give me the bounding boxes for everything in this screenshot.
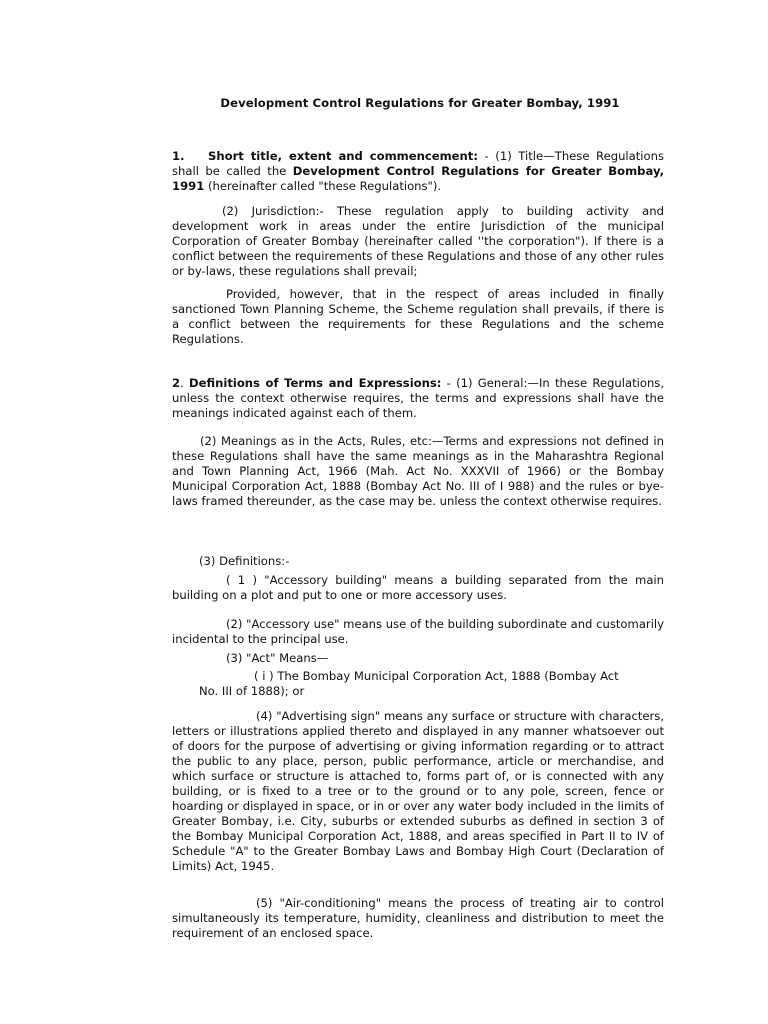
jurisdiction-paragraph: (2) Jurisdiction:- These regulation apply to building activity and development work in areas under the entire Jurisdiction of the municipal Corporation of Greater Bombay (hereinafter called ''the corporation"). If there is a conflict between the requirements of these Regulations and those of any other rules or by-laws, these regulations shall prevail; — [172, 204, 664, 278]
definition-3-i-line-2: No. III of 1888); or — [199, 684, 305, 698]
definition-3-i-line-1: ( i ) The Bombay Municipal Corporation Act, 1888 (Bombay Act — [254, 669, 619, 683]
definition-5: (5) "Air-conditioning" means the process of treating air to control simultaneously its temperature, humidity, cleanliness and distribution to meet the requirement of an enclosed space. — [172, 896, 664, 940]
section-2-number: 2 — [172, 376, 181, 390]
section-2-heading: Definitions of Terms and Expressions: — [189, 376, 442, 390]
definitions-heading: (3) Definitions:- — [199, 554, 290, 568]
section-1-heading: Short title, extent and commencement: — [208, 149, 478, 163]
section-2-paragraph-1 — [172, 376, 664, 421]
definition-1: ( 1 ) "Accessory building" means a building separated from the main building on a plot and put to one or more accessory uses. — [172, 573, 664, 602]
proviso-paragraph: Provided, however, that in the respect of areas included in finally sanctioned Town Planning Scheme, the Scheme regulation shall prevails, if there is a conflict between the requirements for these Regulations and the scheme Regulations. — [172, 287, 664, 346]
section-2-general: - (1) General:—In these Regulations, unless the context otherwise requires, the terms and expressions shall have the meanings indicated against each of them. — [172, 376, 665, 420]
section-2-dot: . — [180, 376, 184, 390]
meanings-paragraph: (2) Meanings as in the Acts, Rules, etc:—Terms and expressions not defined in these Regulations shall have the same meanings as in the Maharashtra Regional and Town Planning Act, 1966 (Mah. Act No. XXXVII of 1966) or the Bombay Municipal Corporation Act, 1888 (Bombay Act No. III of I 988) and the rules or bye-laws framed thereunder, as the case may be. unless the context otherwise requires. — [172, 434, 664, 508]
document-title: Development Control Regulations for Greater Bombay, 1991 — [220, 96, 620, 110]
regulation-name: Development Control Regulations for Greater Bombay, 1991 — [172, 164, 665, 193]
definition-2: (2) "Accessory use" means use of the building subordinate and customarily incidental to the principal use. — [172, 617, 664, 646]
section-1-paragraph-1 — [172, 149, 664, 194]
definition-4: (4) "Advertising sign" means any surface or structure with characters, letters or illustrations applied thereto and displayed in any manner whatsoever out of doors for the purpose of advertising or giving information regarding or to attract the public to any place, person, public performance, article or merchandise, and which surface or structure is attached to, forms part of, or is connected with any building, or is fixed to a tree or to the ground or to any pole, screen, fence or hoarding or displayed in space, or in or over any water body included in the limits of Greater Bombay, i.e. City, suburbs or extended suburbs as defined in section 3 of the Bombay Municipal Corporation Act, 1888, and areas specified in Part II to IV of Schedule "A" to the Greater Bombay Laws and Bombay High Court (Declaration of Limits) Act, 1945. — [172, 709, 664, 873]
section-1-text-c: (hereinafter called "these Regulations"). — [204, 179, 442, 193]
section-1-number: 1. — [172, 149, 185, 163]
section-1-text-a: - (1) Title—These Regulations shall be called the — [172, 149, 664, 178]
definition-3: (3) "Act" Means— — [226, 651, 329, 665]
